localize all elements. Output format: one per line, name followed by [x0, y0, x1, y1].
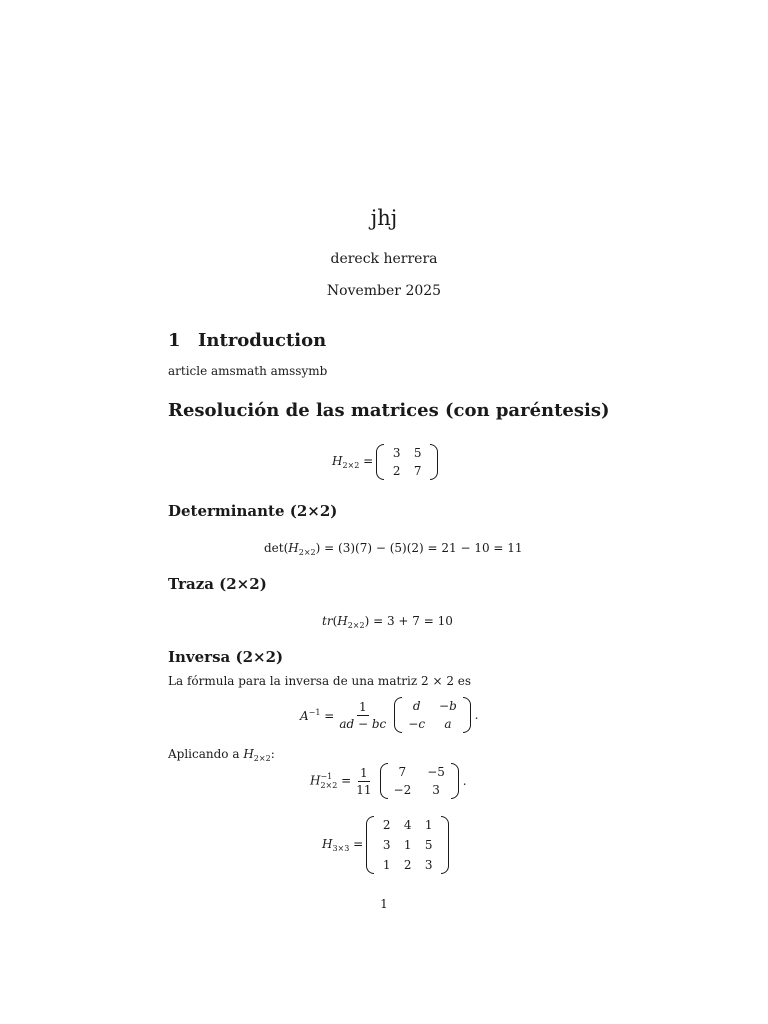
- h2x2-equation: $H_{2\times 2}$ = 3 5 2 7: [332, 444, 438, 480]
- h3x3-equation: $H_{3\times 3}$ = 2 4 1 3 1 5 1 2 3: [322, 816, 449, 874]
- subsection-inversa: Inversa (2×2): [168, 648, 284, 666]
- det-function: det: [264, 541, 284, 555]
- section-resolucion-heading: Resolución de las matrices (con paréntesis): [168, 400, 610, 421]
- matrix-cell: −c: [408, 717, 426, 731]
- matrix-name: H: [322, 837, 333, 851]
- formula-fraction: [337, 700, 388, 731]
- author: dereck herrera: [330, 251, 438, 267]
- result-matrix: [380, 763, 459, 799]
- section-title: Introduction: [198, 330, 327, 351]
- matrix-cell: 7: [398, 765, 407, 779]
- matrix-subscript: 2×2: [342, 461, 360, 470]
- applying-text: Aplicando a $H_{2\times 2}$:: [168, 747, 275, 763]
- matrix-cell: −2: [393, 783, 412, 797]
- tr-rhs: ) = 3 + 7 = 10: [364, 614, 453, 628]
- formula-sup: −1: [308, 707, 321, 717]
- section-introduction-heading: [168, 330, 326, 351]
- inverse-formula: $A^{-1}$ = $\frac{1}{ad - bc}$ d −b −c a .: [300, 699, 479, 731]
- matrix-cell: 3: [424, 858, 433, 872]
- matrix-cell: a: [444, 717, 452, 731]
- matrix-cell: 5: [413, 446, 422, 460]
- matrix-cell: 2: [392, 464, 401, 478]
- tr-subscript: 2×2: [347, 621, 365, 630]
- matrix-cell: −5: [427, 765, 445, 779]
- matrix-cell: 2: [403, 858, 412, 872]
- date: November 2025: [326, 283, 442, 299]
- introduction-body: article amsmath amssymb: [168, 364, 328, 378]
- matrix-cell: d: [412, 699, 421, 713]
- matrix-cell: 1: [382, 858, 391, 872]
- formula-lhs: A: [300, 708, 309, 723]
- matrix-cell: 3: [432, 783, 440, 797]
- inverse-intro-text: La fórmula para la inversa de una matriz 2 × 2 es: [168, 674, 472, 688]
- matrix-cell: −b: [439, 699, 457, 713]
- fraction-denominator: [337, 716, 388, 731]
- tr-function: tr: [322, 614, 333, 628]
- page-number: 1: [380, 897, 388, 911]
- matrix-cell: 1: [424, 818, 433, 832]
- subsection-traza: Traza (2×2): [168, 575, 267, 593]
- subsection-determinante: Determinante (2×2): [168, 502, 338, 520]
- matrix-cell: 3: [392, 446, 401, 460]
- fraction-denominator: 11: [356, 782, 372, 797]
- section-number: 1: [168, 330, 181, 351]
- det-rhs: ) = (3)(7) − (5)(2) = 21 − 10 = 11: [315, 541, 523, 555]
- result-fraction: [354, 766, 373, 797]
- matrix-cell: 2: [382, 818, 391, 832]
- inverse-result: H −1 2×2 = $\frac{1}{11}$ 7 −5 −2 3 .: [310, 765, 467, 797]
- matrix-cell: 5: [424, 838, 433, 852]
- trace-equation: $tr(H_{2\times 2}) = 3 + 7 = 10$: [322, 614, 453, 630]
- formula-matrix: [394, 697, 471, 733]
- matrix-cell: 1: [403, 838, 412, 852]
- applying-label: Aplicando a: [168, 747, 244, 761]
- fraction-numerator: 1: [360, 765, 368, 780]
- det-subscript: 2×2: [298, 548, 316, 557]
- matrix-cell: 7: [413, 464, 422, 478]
- h3x3-matrix: [366, 816, 449, 874]
- determinant-equation: $\det(H_{2\times 2}) = (3)(7) - (5)(2) = 21 - 10 = 11$: [264, 541, 523, 557]
- fraction-numerator: 1: [358, 699, 367, 714]
- matrix-subscript: 3×3: [332, 844, 350, 853]
- applying-subscript: 2×2: [253, 754, 271, 763]
- applying-colon: :: [270, 747, 275, 761]
- matrix-name: H: [332, 454, 343, 468]
- matrix-cell: 4: [403, 818, 412, 832]
- result-subscript: 2×2: [320, 781, 338, 790]
- document-title: jhj: [370, 206, 398, 230]
- h2x2-matrix: [376, 444, 438, 480]
- denominator-text: ad − bc: [339, 716, 387, 731]
- matrix-cell: 3: [382, 838, 391, 852]
